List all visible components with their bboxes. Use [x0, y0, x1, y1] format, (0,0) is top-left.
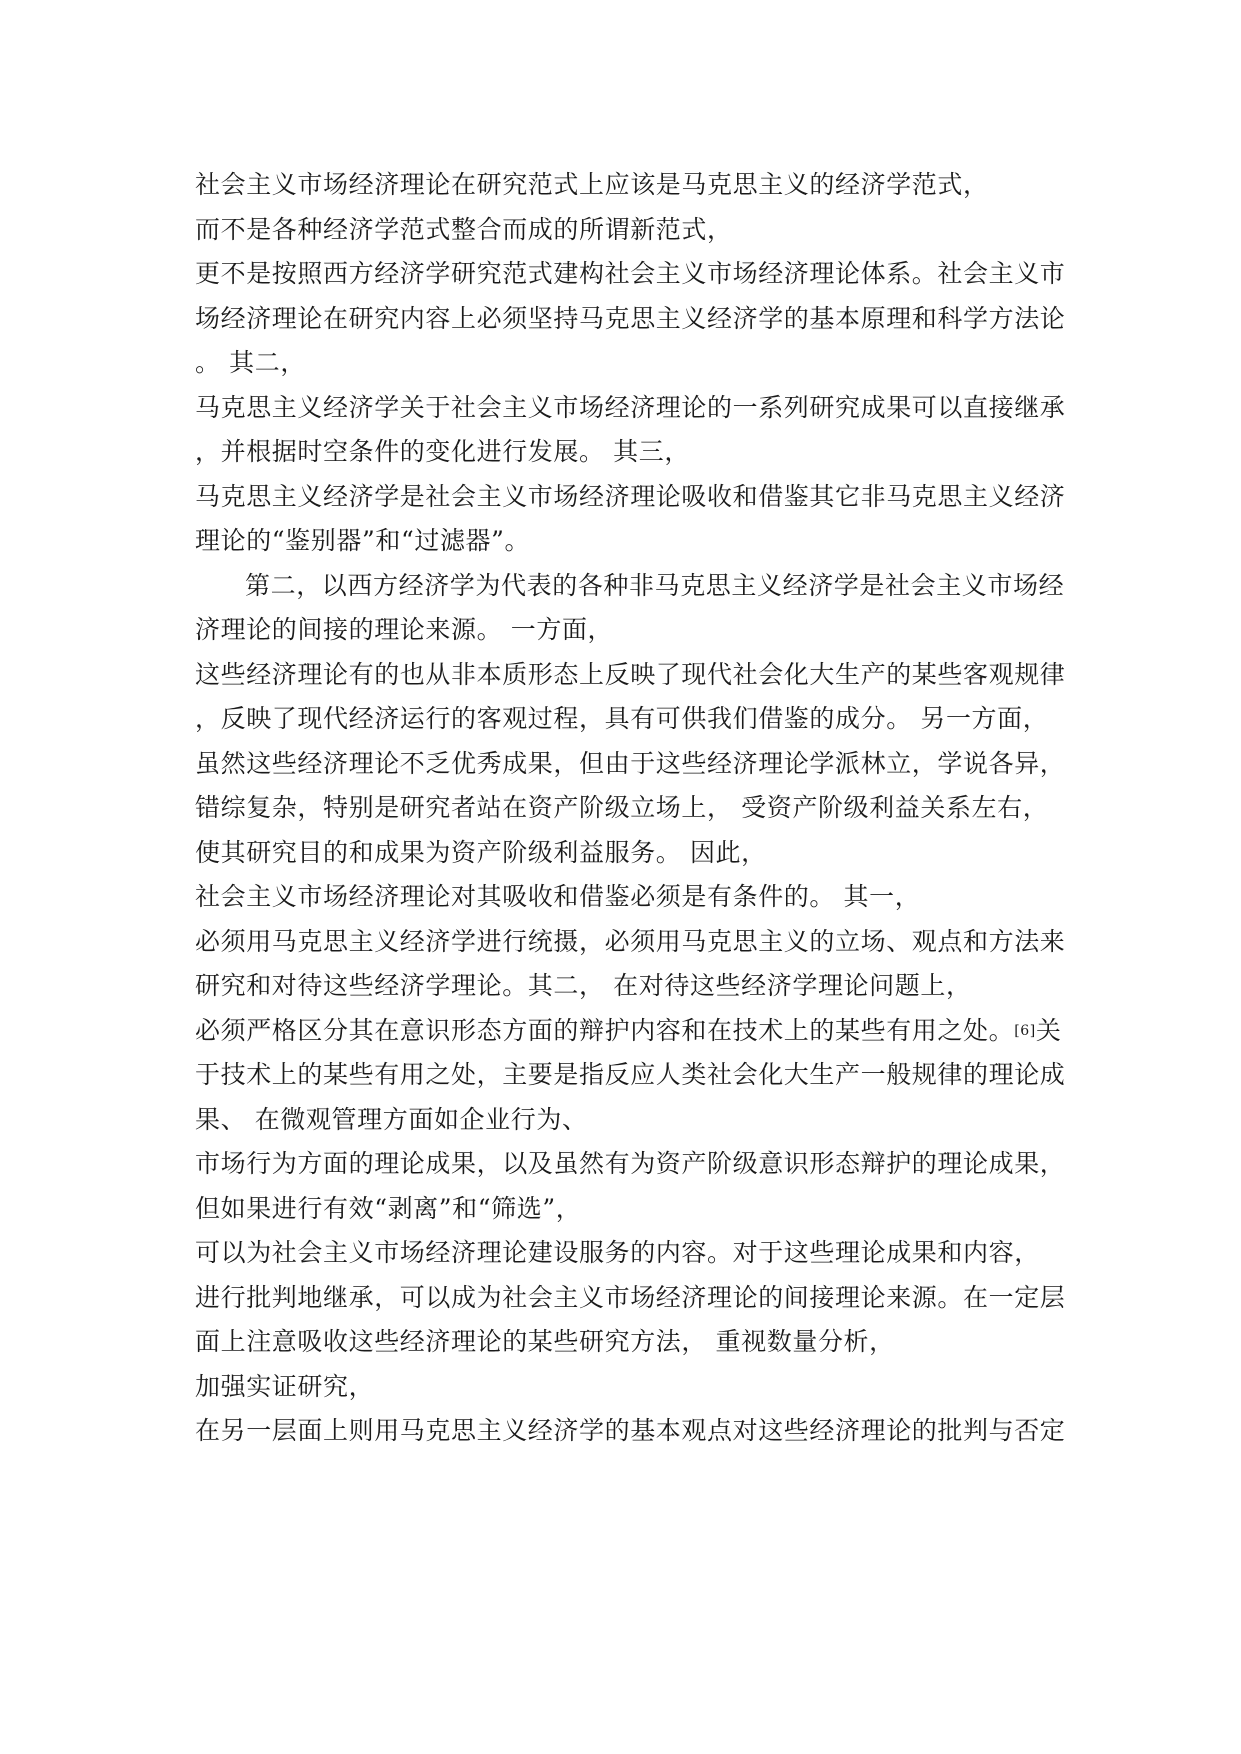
text-line: 可以为社会主义市场经济理论建设服务的内容。对于这些理论成果和内容，: [195, 1238, 1040, 1267]
text-line: 马克思主义经济学是社会主义市场经济理论吸收和借鉴其它非马克思主义经济: [195, 481, 1066, 511]
text-line: 而不是各种经济学范式整合而成的所谓新范式，: [195, 214, 733, 244]
text-line: ，并根据时空条件的变化进行发展。 其三，: [195, 437, 690, 466]
text-line: 但如果进行有效“剥离”和“筛选”，: [195, 1193, 582, 1223]
text-line: 市场行为方面的理论成果，以及虽然有为资产阶级意识形态辩护的理论成果，: [195, 1149, 1066, 1178]
text-line: 进行批判地继承，可以成为社会主义市场经济理论的间接理论来源。在一定层: [195, 1282, 1066, 1312]
text-line: 研究和对待这些经济学理论。其二， 在对待这些经济学理论问题上，: [195, 971, 972, 1000]
text-line: 虽然这些经济理论不乏优秀成果，但由于这些经济理论学派林立，学说各异，: [195, 748, 1066, 778]
text-line: 加强实证研究，: [195, 1371, 375, 1401]
text-segment: 关: [1035, 1015, 1062, 1045]
text-line: 社会主义市场经济理论对其吸收和借鉴必须是有条件的。 其一，: [195, 882, 921, 911]
text-line: 于技术上的某些有用之处，主要是指反应人类社会化大生产一般规律的理论成: [195, 1060, 1066, 1089]
text-line: 果、 在微观管理方面如企业行为、: [195, 1104, 588, 1134]
text-line: 使其研究目的和成果为资产阶级利益服务。 因此，: [195, 837, 767, 867]
text-line: 这些经济理论有的也从非本质形态上反映了现代社会化大生产的某些客观规律: [195, 659, 1066, 689]
text-segment: 必须严格区分其在意识形态方面的辩护内容和在技术上的某些有用之处。: [195, 1015, 1015, 1045]
text-line: 更不是按照西方经济学研究范式建构社会主义市场经济理论体系。社会主义市: [195, 259, 1066, 288]
text-line: 错综复杂，特别是研究者站在资产阶级立场上， 受资产阶级利益关系左右，: [195, 793, 1049, 822]
text-line: 理论的“鉴别器”和“过滤器”。: [195, 526, 531, 555]
text-line: ，反映了现代经济运行的客观过程，具有可供我们借鉴的成分。 另一方面，: [195, 704, 1049, 733]
text-line-with-citation: [195, 1009, 1062, 1054]
text-line: 。 其二，: [195, 348, 306, 377]
paragraph-start-line: 第二，以西方经济学为代表的各种非马克思主义经济学是社会主义市场经: [245, 570, 1065, 600]
body-text: [195, 163, 1066, 1454]
citation-marker[interactable]: [6]: [1014, 1022, 1036, 1039]
text-line: 必须用马克思主义经济学进行统摄，必须用马克思主义的立场、观点和方法来: [195, 926, 1066, 956]
text-line: 马克思主义经济学关于社会主义市场经济理论的一系列研究成果可以直接继承: [195, 392, 1066, 422]
text-line: 济理论的间接的理论来源。 一方面，: [195, 615, 614, 644]
text-line: 在另一层面上则用马克思主义经济学的基本观点对这些经济理论的批判与否定: [195, 1416, 1066, 1445]
text-line: 场经济理论在研究内容上必须坚持马克思主义经济学的基本原理和科学方法论: [195, 303, 1066, 333]
text-line: 社会主义市场经济理论在研究范式上应该是马克思主义的经济学范式，: [195, 170, 989, 199]
text-line: 面上注意吸收这些经济理论的某些研究方法， 重视数量分析，: [195, 1327, 895, 1356]
